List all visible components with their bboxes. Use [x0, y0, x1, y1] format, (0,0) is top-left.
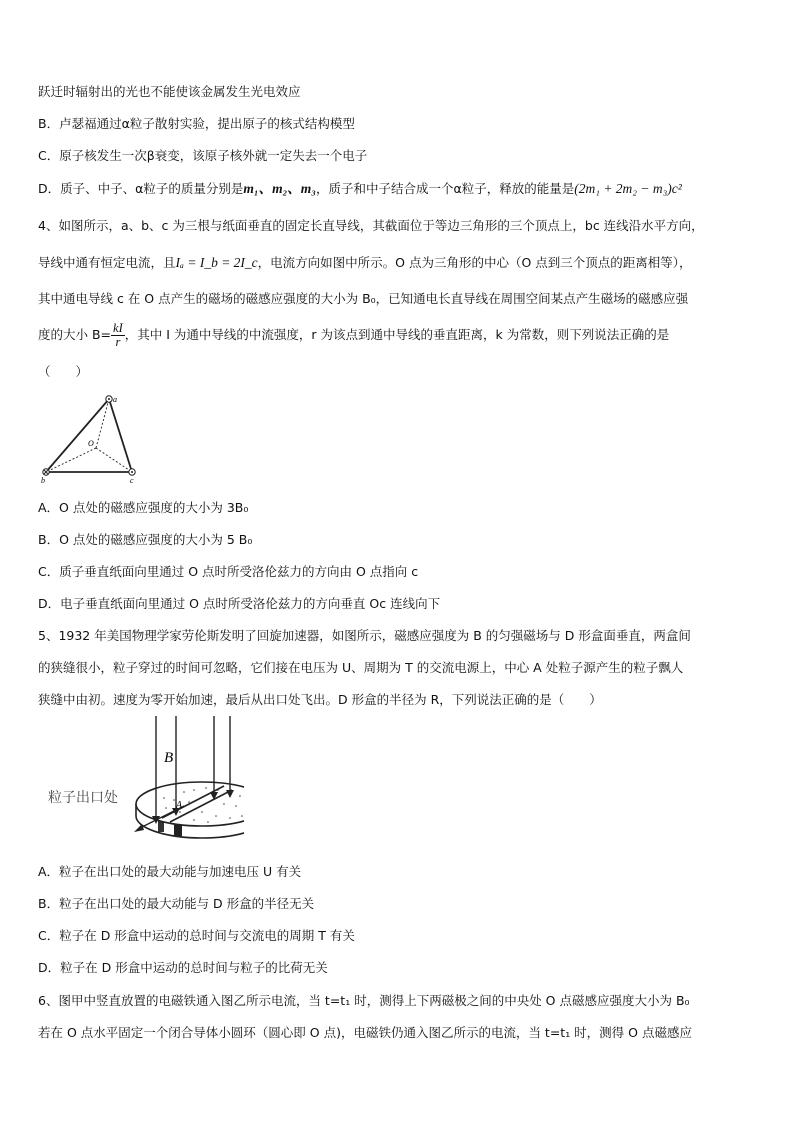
q4-current-formula: Iₐ = I_b = 2I_c	[175, 255, 258, 270]
label-B-field: B	[164, 750, 174, 766]
q3-line-continued: 跃迁时辐射出的光也不能使该金属发生光电效应	[38, 84, 301, 99]
q4-stem-line-4	[38, 322, 669, 349]
q3-masses: m₁、m₂、m₃	[243, 181, 316, 196]
q4-stem-line-4-post: ，其中 I 为通中导线的中流强度，r 为该点到通中导线的垂直距离，k 为常数，则下列说法正确的是	[124, 327, 670, 342]
q4-stem-line-2-post: ，电流方向如图中所示。O 点为三角形的中心（O 点到三个顶点的距离相等），	[257, 255, 692, 270]
q4-stem-line-3: 其中通电导线 c 在 O 点产生的磁场的磁感应强度的大小为 B₀，已知通电长直导线在周围空间某点产生磁场的磁感应强	[38, 291, 689, 306]
q5-stem-line-2: 的狭缝很小，粒子穿过的时间可忽略，它们接在电压为 U、周期为 T 的交流电源上，中心 A 处粒子源产生的粒子飘人	[38, 660, 684, 675]
q3-option-d-text: D．质子、中子、α粒子的质量分别是	[38, 181, 244, 196]
q4-stem-line-2	[38, 255, 692, 271]
q5-option-a[interactable]: A．粒子在出口处的最大动能与加速电压 U 有关	[38, 864, 302, 879]
label-o: O	[88, 439, 94, 448]
label-a: a	[113, 395, 117, 404]
q5-option-d[interactable]: D．粒子在 D 形盒中运动的总时间与粒子的比荷无关	[38, 960, 328, 975]
q4-stem-line-1: 4、如图所示，a、b、c 为三根与纸面垂直的固定长直导线，其截面位于等边三角形的三个顶点上，bc 连线沿水平方向，	[38, 218, 704, 233]
q4-triangle-figure	[36, 392, 146, 484]
dashed-o-b	[46, 448, 96, 472]
q4-option-b[interactable]: B．O 点处的磁感应强度的大小为 5 B₀	[38, 532, 253, 547]
q4-option-c[interactable]: C．质子垂直纸面向里通过 O 点时所受洛伦兹力的方向由 O 点指向 c	[38, 564, 419, 579]
triangle-side-ac	[109, 399, 132, 472]
q6-stem-line-2: 若在 O 点水平固定一个闭合导体小圆环（圆心即 O 点)，电磁铁仍通入图乙所示的电流，当 t=t₁ 时，测得 O 点磁感应	[38, 1025, 692, 1040]
q5-option-b[interactable]: B．粒子在出口处的最大动能与 D 形盒的半径无关	[38, 896, 315, 911]
q4-option-d[interactable]: D．电子垂直纸面向里通过 O 点时所受洛伦兹力的方向垂直 Oc 连线向下	[38, 596, 441, 611]
q4-stem-line-2-pre: 导线中通有恒定电流，且	[38, 255, 176, 270]
q3-option-d[interactable]	[38, 181, 682, 197]
label-c: c	[130, 476, 134, 484]
dashed-o-c	[96, 448, 132, 472]
label-A-source: A	[176, 800, 183, 811]
q4-fraction-numerator: kI	[113, 321, 123, 335]
label-b: b	[41, 476, 45, 484]
q5-option-c[interactable]: C．粒子在 D 形盒中运动的总时间与交流电的周期 T 有关	[38, 928, 355, 943]
q6-stem-line-1: 6、图甲中竖直放置的电磁铁通入图乙所示电流，当 t=t₁ 时，测得上下两磁极之间的中央处 O 点磁感应强度大小为 B₀	[38, 993, 690, 1008]
wire-c-dot	[131, 471, 133, 473]
q5-stem-line-1: 5、1932 年美国物理学家劳伦斯发明了回旋加速器，如图所示，磁感应强度为 B 的匀强磁场与 D 形盒面垂直，两盒间	[38, 628, 691, 643]
q4-stem-line-4-pre: 度的大小 B=	[38, 327, 112, 342]
wire-a-dot	[108, 398, 110, 400]
label-particle-exit: 粒子出口处	[48, 791, 118, 806]
q4-answer-paren: （ ）	[38, 364, 89, 379]
q4-fraction-denominator: r	[115, 335, 121, 349]
q3-option-b[interactable]: B．卢瑟福通过α粒子散射实验，提出原子的核式结构模型	[38, 116, 355, 131]
q3-energy-formula: (2m₁ + 2m₂ − m₃)c²	[574, 181, 682, 196]
q4-field-fraction	[111, 322, 125, 349]
q3-option-d-mid: ，质子和中子结合成一个α粒子，释放的能量是	[316, 181, 575, 196]
q4-option-a[interactable]: A．O 点处的磁感应强度的大小为 3B₀	[38, 500, 249, 515]
q3-option-c[interactable]: C．原子核发生一次β衰变，该原子核外就一定失去一个电子	[38, 148, 368, 163]
q5-stem-line-3: 狭缝中由初。速度为零开始加速，最后从出口处飞出。D 形盒的半径为 R，下列说法正确的是（ ）	[38, 692, 602, 707]
q5-cyclotron-figure	[44, 712, 244, 848]
